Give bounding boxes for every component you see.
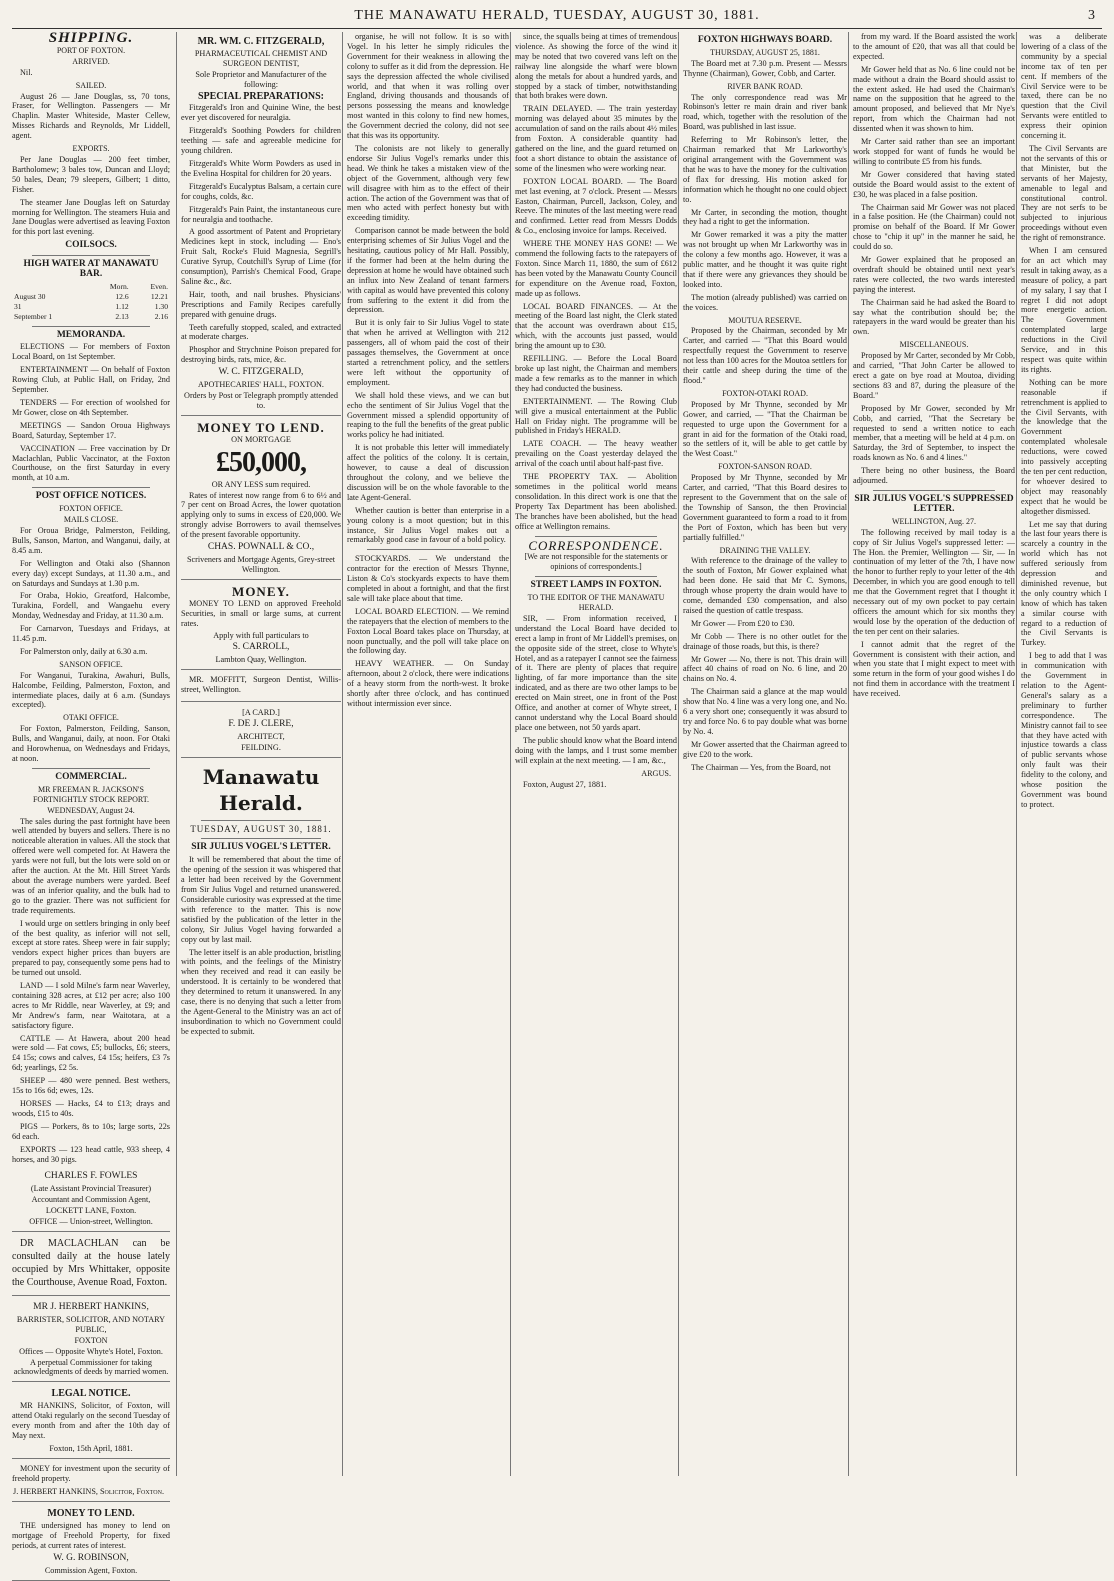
fitzgerald-advert bbox=[181, 32, 341, 416]
article-dateline: WELLINGTON, Aug. 27. bbox=[891, 516, 977, 526]
advert-item: Fitzgerald's White Worm Powders as used in the Evelina Hospital for children for 20 years. bbox=[181, 158, 341, 178]
commercial-paragraph: I would urge on settlers bringing in only beef of the best quality, as inferior will not sell, except at store rates. Sheep were in fair supply; vendors expect higher prices than buyers are prepared to pay, consequently some pens had to be turned out unsold. bbox=[12, 918, 170, 978]
advert-line: [A CARD.] bbox=[242, 707, 280, 717]
port-heading: PORT OF FOXTON. bbox=[56, 45, 126, 55]
report-paragraph: The Chairman — Yes, from the Board, not bbox=[691, 762, 831, 772]
masthead-rule bbox=[12, 28, 1102, 29]
advert-text: Rates of interest now range from 6 to 6½ and 7 per cent on Broad Acres, the lower quotation applying only to sums in excess of £20,000. We strongly advise Borrowers to avail themselves of the present favorable opportunity. bbox=[181, 490, 341, 540]
arrived-label: ARRIVED. bbox=[72, 56, 110, 66]
sanson-heading: SANSON OFFICE. bbox=[59, 659, 123, 669]
divider bbox=[32, 768, 150, 769]
advert-line: Offices — Opposite Whyte's Hotel, Foxton. bbox=[19, 1346, 163, 1356]
table-cell: 1.12 bbox=[115, 301, 129, 311]
advert-item: Fitzgerald's Eucalyptus Balsam, a certain cure for coughs, colds, &c. bbox=[181, 181, 341, 201]
advert-line: OFFICE — Union-street, Wellington. bbox=[29, 1217, 153, 1227]
advert-line: ARCHITECT, bbox=[237, 731, 285, 741]
report-title: MR FREEMAN R. JACKSON'S FORTNIGHTLY STOCK REPORT. bbox=[32, 784, 150, 804]
advert-item: Fitzgerald's Soothing Powders for children teething — safe and agreeable medicine for young children. bbox=[181, 126, 341, 156]
post-office-item: For Oroua Bridge, Palmerston, Feilding, Bulls, Sanson, Marton, and Wanganui, daily, at 8.45 a.m. bbox=[12, 525, 170, 555]
otaki-text: For Foxton, Palmerston, Feilding, Sanson, Bulls, and Wanganui, daily, at noon. For Otaki and Horowhenua, on Wednesdays and Fridays, at noon. bbox=[12, 724, 170, 763]
report-paragraph: Referring to Mr Robinson's letter, the Chairman remarked that Mr Larkworthy's original arrangement with the Government was that he was to have the money for the cultivation of flax for dressing. His motion asked for information which he thought no one could object to. bbox=[683, 135, 847, 204]
memoranda-item: ELECTIONS — For members of Foxton Local Board, on 1st September. bbox=[12, 342, 170, 362]
robinson-advert bbox=[12, 1504, 170, 1580]
divider bbox=[32, 326, 150, 327]
correspondence-note: [We are not responsible for the statements or opinions of correspondents.] bbox=[524, 552, 668, 572]
advert-line: BARRISTER, SOLICITOR, AND NOTARY PUBLIC, bbox=[16, 1314, 166, 1334]
arrived-text: Nil. bbox=[20, 67, 33, 77]
divider bbox=[32, 255, 150, 256]
table-row bbox=[12, 302, 170, 312]
report-paragraph: The motion (already published) was carried on the voices. bbox=[683, 292, 847, 312]
report-paragraph: Mr Carter, in seconding the motion, thought they had a right to get the information. bbox=[683, 207, 847, 227]
advert-text: Hair, tooth, and nail brushes. Physicians' Prescriptions and Family Recipes carefully prepared with genuine drugs. bbox=[181, 289, 341, 319]
shipping-heading: SHIPPING. bbox=[48, 30, 134, 46]
letter-heading: STREET LAMPS IN FOXTON. bbox=[530, 580, 662, 591]
section-subheading: DRAINING THE VALLEY. bbox=[719, 545, 811, 555]
local-news-item: WHERE THE MONEY HAS GONE! — We commend the following facts to the ratepayers of Foxton. Since March 11, 1880, the sum of £612 has been voted by the Manawatu County Council for expenditure on the Avenue road, Foxton, made up as follows. bbox=[515, 239, 677, 298]
table-cell: August 30 bbox=[14, 291, 46, 301]
advert-title: MONEY TO LEND. bbox=[197, 419, 325, 435]
report-paragraph: Proposed by Mr Gower, seconded by Mr Cobb, and carried, "That the Secretary be requested to send a written notice to each member, that a meeting will be held at 4 p.m. on Saturday, the 3rd of September, to inspect the roads known as No. 6 and 4 lines." bbox=[853, 403, 1015, 463]
section-subheading: RIVER BANK ROAD. bbox=[727, 81, 803, 91]
article-paragraph: Nothing can be more reasonable if retrenchment is applied to the Civil Servants, with the knowledge that the Government contemplated wholesale reductions, were cowed into passively accepting the ten per cent reduction, for whoever desired to object may reasonably expect that he would be altogether dismissed. bbox=[1021, 377, 1107, 516]
commercial-paragraph: CATTLE — At Hawera, about 200 head were sold — Fat cows, £5; bullocks, £6; steers, £4 15s; cows and calves, £4 15s; heifers, £3 7s 6d; yearlings, £2 5s. bbox=[12, 1033, 170, 1073]
report-paragraph: Mr Gower asserted that the Chairman agreed to give £20 to the work. bbox=[683, 739, 847, 759]
article-paragraph: The Civil Servants are not the servants of this or that Minister, but the servants of her Majesty, amenable to legal and constitutional control. They are not serfs to be subjected to injurious proceedings without even the right of remonstrance. bbox=[1021, 143, 1107, 243]
table-cell: 12.6 bbox=[115, 291, 129, 301]
highways-board-heading: FOXTON HIGHWAYS BOARD. bbox=[697, 35, 833, 45]
article-paragraph: organise, he will not follow. It is so with Vogel. In his letter he simply ridicules the Government for their weakness in allowing the colony to suffer as it did from the depression. He says the depression affected the whole civilised world, and that when it was rolling over England, driving thousands and thousands of persons possessing the means and knowledge most wanted in this colony to find new homes, the Government decried the colony, did not see that this was its opportunity. bbox=[347, 32, 509, 141]
local-news-item: THE PROPERTY TAX. — Abolition sometimes in the political world means consolidation. In this direct work is one that the Property Tax Department has been abolished. The branches have been abolished, but the head office at Wellington remains. bbox=[515, 472, 677, 531]
post-office-item: For Wellington and Otaki also (Shannon every day) except Sundays, at 11.30 a.m., and on Saturdays and Sundays at 1.30 p.m. bbox=[12, 558, 170, 588]
money-invest-advert bbox=[12, 1461, 170, 1503]
table-row bbox=[12, 282, 170, 292]
tides-table bbox=[12, 282, 170, 322]
report-paragraph: The Chairman said Mr Gower was not placed in a false position. He (the Chairman) could not promise on behalf of the Board. If Mr Gower chose to "chip it up" in the manner he said, he could do so. bbox=[853, 202, 1015, 252]
report-paragraph: from my ward. If the Board assisted the work to the amount of £20, that was all that could be expected. bbox=[853, 32, 1015, 61]
article-paragraph: The following received by mail today is a copy of Sir Julius Vogel's suppressed letter: — The Hon. the Premier, Wellington — Sir, — In continuation of my letter of the 7th, I have now the honor to further reply to your letter of the 4th December, in which you are good enough to tell me that the Government regret that I thought it necessary out of my own pocket to pay certain officers the amount which for six months they would lose by the operation of the deduction of the ten per cent on their salaries. bbox=[853, 527, 1015, 636]
article-heading: SIR JULIUS VOGEL'S SUPPRESSED LETTER. bbox=[854, 493, 1014, 514]
report-paragraph: Mr Gower remarked it was a pity the matter was not brought up when Mr Larkworthy was in the colony a few months ago. However, it was a public matter, and he thought it was quite right that if there were any grievances they should be looked into. bbox=[683, 230, 847, 289]
local-news-item: since, the squalls being at times of tremendous violence. As showing the force of the wind it may be noted that two covered vans left on the railway line alongside the wharf were blown along the metals for about a hundred yards, and stopped by a stack of timber, notwithstanding that both brakes were down. bbox=[515, 32, 677, 101]
report-paragraph: Mr Gower — No, there is not. This drain will affect 40 chains of road on No. 6 line, and 20 chains on No. 4. bbox=[683, 654, 847, 684]
article-paragraph: But it is only fair to Sir Julius Vogel to state that when he arrived at Wellington with 212 passengers, all of whom paid the cost of their passages themselves, the Government at once started a retrenchment policy, and the settlers were left without the opportunity of employment. bbox=[347, 318, 509, 387]
hankins-advert bbox=[12, 1298, 170, 1382]
correspondence-heading: CORRESPONDENCE. bbox=[528, 537, 664, 553]
advert-title: MR. WM. C. FITZGERALD, bbox=[197, 36, 325, 47]
advert-line: Commission Agent, Foxton. bbox=[44, 1566, 138, 1575]
legal-notice-advert bbox=[12, 1384, 170, 1458]
exports-text: Per Jane Douglas — 200 feet timber, Bartholomew; 3 bales tow, Duncan and Lloyd; 50 bales, Dean; 79 sleepers, Gilbert; 1 ditto, Fisher. bbox=[12, 154, 170, 194]
sailed-label: SAILED. bbox=[75, 80, 107, 90]
report-paragraph: Proposed by Mr Carter, seconded by Mr Cobb, and carried, "That John Carter be allowed to erect a gate on bye road at Moutoa, dividing sections 83 and 87, during the pleasure of the Board." bbox=[853, 351, 1015, 400]
carroll-advert bbox=[181, 582, 341, 670]
column-1 bbox=[12, 30, 170, 1575]
local-news-item: REFILLING. — Before the Local Board broke up last night, the Chairman and members made a few remarks as to the manner in which they had conducted the business. bbox=[515, 354, 677, 393]
advert-line: LOCKETT LANE, Foxton. bbox=[45, 1206, 137, 1216]
advert-subtitle: SPECIAL PREPARATIONS: bbox=[197, 90, 325, 102]
advert-line: Apply with full particulars to bbox=[213, 631, 309, 641]
table-cell: 2.16 bbox=[154, 311, 168, 321]
advert-line: (Late Assistant Provincial Treasurer) bbox=[30, 1184, 152, 1194]
commercial-paragraph: EXPORTS — 123 head cattle, 933 sheep, 4 horses, and 30 pigs. bbox=[12, 1144, 170, 1164]
article-paragraph: When I am censured for an act which may result in taking away, as a measure of policy, a part of my salary, I say that I regret I did not adopt more energetic action. The Government contemplated large reductions in the Civil Service, and in this respect was quite within its rights. bbox=[1021, 246, 1107, 374]
letter-paragraph: SIR, — From information received, I understand the Local Board have decided to erect a lamp in front of Mr Liddell's premises, on the opposite side of the street, close to Whyte's Hotel, and as a ratepayer I cannot see the fairness of it. There are plenty of places that require lighting, of far more importance than the site indicated, and as there are two other lamps to be erected on Main street, one in front of the Post Office, and another at corner of Whyte street, I cannot understand why the Local Board should place one between, not 50 yards apart. bbox=[515, 613, 677, 732]
report-paragraph: Proposed by Mr Thynne, seconded by Mr Gower, and carried, — "That the Chairman be requested to urge upon the Government for a grant in aid for the formation of the Otaki road, so the settlers of it, will be able to get cattle by the West Coast." bbox=[683, 399, 847, 459]
advert-line: PHARMACEUTICAL CHEMIST AND SURGEON DENTIST, bbox=[194, 48, 328, 68]
section-subheading: MOUTUA RESERVE. bbox=[728, 315, 802, 325]
article-paragraph: Let me say that during the last four years there is scarcely a country in the world which has not suffered seriously from depression and diminished revenue, but the only country which I know of which has taken a similar course with regard to a reduction of the Civil Servants is Turkey. bbox=[1021, 519, 1107, 648]
advert-line: Accountant and Commission Agent, bbox=[31, 1195, 151, 1205]
article-paragraph: I cannot admit that the regret of the Government is consistent with their action, and when you state that I might expect to meet with some return in the form of your good wishes I do not find them in accordance with the treatment I have received. bbox=[853, 639, 1015, 699]
table-cell: Even. bbox=[150, 281, 168, 291]
advert-signature: W. G. ROBINSON, bbox=[53, 1553, 129, 1564]
issue-date: TUESDAY, AUGUST 30, 1881. bbox=[190, 823, 332, 834]
loan-amount: £50,000, bbox=[216, 446, 306, 478]
post-office-item: For Palmerston only, daily at 6.30 a.m. bbox=[20, 646, 148, 656]
advert-name: MR J. HERBERT HANKINS, bbox=[33, 1301, 149, 1312]
advert-line: Lambton Quay, Wellington. bbox=[215, 655, 307, 665]
advert-text: MONEY TO LEND on approved Freehold Securities, in small or large sums, at current rates. bbox=[181, 598, 341, 628]
newspaper-flag: Manawatu Herald. bbox=[202, 764, 320, 815]
column-2 bbox=[176, 32, 341, 1476]
report-dateline: WEDNESDAY, August 24. bbox=[47, 805, 135, 815]
advert-title: MONEY TO LEND. bbox=[47, 1508, 135, 1520]
divider bbox=[367, 549, 489, 550]
divider bbox=[201, 838, 321, 839]
post-office-heading: POST OFFICE NOTICES. bbox=[35, 491, 147, 502]
local-news-item: LATE COACH. — The heavy weather prevailing on the Coast yesterday delayed the arrival of the coach until about half-past five. bbox=[515, 439, 677, 469]
memoranda-item: VACCINATION — Free vaccination by Dr Maclachlan, Public Vaccinator, at the Foxton Courthouse, on the first Saturday in every month, at 10 a.m. bbox=[12, 443, 170, 483]
advert-text: Phosphor and Strychnine Poison prepared for destroying birds, rats, mice, &c. bbox=[181, 345, 341, 365]
commercial-paragraph: LAND — I sold Milne's farm near Waverley, containing 328 acres, at £12 per acre; also 100 acres to Mr Riddle, near Waverley, at £9; and Mr Andrew's farm, near Waitotara, at a satisfactory figure. bbox=[12, 981, 170, 1030]
table-cell: 1.30 bbox=[154, 301, 168, 311]
fowles-advert bbox=[12, 1167, 170, 1232]
divider bbox=[873, 490, 995, 491]
report-paragraph: Mr Gower held that as No. 6 line could not be made without a drain the Board should assist to the extent asked. He had used the Chairman's name on the supposition that he agreed to the amount proposed, and believed that Mr Nye's report, from which the Chairman had not dissented when it was shown to him. bbox=[853, 64, 1015, 134]
column-4 bbox=[510, 32, 677, 1476]
article-paragraph: was a deliberate lowering of a class of the community by a special income tax of ten per cent. If members of the Civil Service were to be taxed, there can be no question that the Civil Servants were entitled to express their opinion concerning it. bbox=[1021, 32, 1107, 141]
local-news-item: LOCAL BOARD FINANCES. — At the meeting of the Board last night, the Clerk stated that the account was overdrawn about £15, which, with the accounts just passed, would bring the amount up to £30. bbox=[515, 301, 677, 351]
advert-signature: J. HERBERT HANKINS, Solicitor, Foxton. bbox=[13, 1486, 164, 1496]
column-7 bbox=[1016, 32, 1107, 1476]
section-subheading: MISCELLANEOUS. bbox=[899, 340, 969, 350]
column-3 bbox=[342, 32, 509, 1476]
local-news-item: ENTERTAINMENT. — The Rowing Club will give a musical entertainment at the Public Hall on Friday night. The programme will be published in Friday's HERALD. bbox=[515, 396, 677, 436]
table-cell: 12.21 bbox=[150, 291, 168, 301]
advert-item: Fitzgerald's Pain Paint, the instantaneous cure for neuralgia and toothache. bbox=[181, 204, 341, 224]
letter-to: TO THE EDITOR OF THE MANAWATU HERALD. bbox=[527, 593, 665, 613]
divider bbox=[535, 536, 657, 537]
advert-text: MONEY for investment upon the security of freehold property. bbox=[12, 1463, 170, 1483]
report-paragraph: The Chairman said he had asked the Board to say what the contribution should be; the ratepayers in the ward would be greater than his own. bbox=[853, 297, 1015, 337]
mails-close-label: MAILS CLOSE. bbox=[63, 515, 119, 525]
page-number: 3 bbox=[1088, 8, 1096, 23]
tides-heading: HIGH WATER AT MANAWATU BAR. bbox=[23, 259, 159, 280]
commercial-paragraph: The sales during the past fortnight have been well attended by buyers and sellers. There is no noticeable alteration in values. All the stock that offered were well competed for. At Hawera the yards were not full, but the lots were sold on or after the auction. At the Mt. Hill Street Yards about the average numbers were yarded. Beef was of an inferior quality, and the bulk had to go to the grazier. There was not sufficient for trade requirements. bbox=[12, 816, 170, 915]
maclachlan-advert bbox=[12, 1234, 170, 1296]
column-5 bbox=[678, 32, 847, 1476]
advert-item: Fitzgerald's Iron and Quinine Wine, the best ever yet discovered for neuralgia. bbox=[181, 103, 341, 123]
advert-text: MR. MOFFITT, Surgeon Dentist, Willis-street, Wellington. bbox=[181, 675, 341, 695]
section-subheading: FOXTON-SANSON ROAD. bbox=[718, 462, 812, 472]
article-paragraph: The letter itself is an able production, bristling with points, and the feelings of the Ministry when they received and read it can easily be understood. It is certainly to be wondered that they determined to return it unanswered. In any case, there is no denying that such a letter from the Agent-General to the Ministry was an act of insubordination to which no Government could be expected to submit. bbox=[181, 947, 341, 1036]
advert-line: ON MORTGAGE bbox=[231, 434, 291, 444]
divider bbox=[32, 487, 150, 488]
post-office-subheading: FOXTON OFFICE. bbox=[59, 504, 123, 514]
advert-line: A perpetual Commissioner for taking acknowledgments of deeds by married women. bbox=[13, 1357, 169, 1377]
table-cell: 2.13 bbox=[115, 311, 129, 321]
table-cell: Morn. bbox=[109, 281, 129, 291]
advert-text: Teeth carefully stopped, scaled, and extracted at moderate charges. bbox=[181, 322, 341, 342]
report-paragraph: Mr Gower explained that he proposed an overdraft should be obtained until next year's rates were collected, the two wards interested paying the interest. bbox=[853, 255, 1015, 294]
advert-line: FOXTON bbox=[74, 1335, 108, 1345]
commercial-paragraph: PIGS — Porkers, 8s to 10s; large sorts, 22s 6d each. bbox=[12, 1121, 170, 1141]
advert-line: Foxton, 15th April, 1881. bbox=[49, 1443, 133, 1453]
clere-advert bbox=[181, 704, 341, 758]
shipping-notice: The steamer Jane Douglas left on Saturday morning for Wellington. The steamers Huia and Jane Douglas were advertised as leaving Foxton for this port last evening. bbox=[12, 197, 170, 237]
table-row bbox=[12, 292, 170, 302]
article-paragraph: The colonists are not likely to generally endorse Sir Julius Vogel's remarks under this head. We think he takes a mistaken view of the object of the Government, although very few will disagree with him as to the effect of their action. The action of the Government was that of men who acted with perfect honesty but with exceeding timidity. bbox=[347, 143, 509, 223]
report-dateline: THURSDAY, AUGUST 25, 1881. bbox=[710, 47, 820, 57]
letter-date: Foxton, August 27, 1881. bbox=[523, 780, 607, 790]
report-paragraph: The only correspondence read was Mr Robinson's letter re main drain and river bank road, which, together with the resolution of the Board, was published in last issue. bbox=[683, 92, 847, 132]
report-paragraph: The Chairman said a glance at the map would show that No. 4 line was a very long one, and No. 6 a very short one; consequently it was absurd to try and force No. 6 to pay double what was borne by No. 4. bbox=[683, 687, 847, 736]
commercial-paragraph: SHEEP — 480 were penned. Best wethers, 15s to 16s 6d; ewes, 12s. bbox=[12, 1076, 170, 1096]
local-news-item: FOXTON LOCAL BOARD. — The Board met last evening, at 7 o'clock. Present — Messrs Easton, Chairman, Purcell, Jackson, Coley, and Reeve. The minutes of the last meeting were read and confirmed. Letter read from Messrs Dodds & Co., enclosing invoice for lamps. Received. bbox=[515, 176, 677, 236]
advert-signature: W. C. FITZGERALD, bbox=[218, 367, 304, 378]
memoranda-item: ENTERTAINMENT — On behalf of Foxton Rowing Club, at Public Hall, on Friday, 2nd September. bbox=[12, 365, 170, 395]
advert-title: LEGAL NOTICE. bbox=[51, 1388, 131, 1400]
report-paragraph: With reference to the drainage of the valley to the south of Foxton, Mr Gower explained what had been done. He said that Mr C. Symons, through whose property the drain would have to come, demanded £30 compensation, and also raised the question of cattle trespass. bbox=[683, 556, 847, 615]
section-subheading: FOXTON-OTAKI ROAD. bbox=[722, 388, 808, 398]
advert-text: DR MACLACHLAN can be consulted daily at the house lately occupied by Mrs Whittaker, opposite the Courthouse, Avenue Road, Foxton. bbox=[12, 1237, 170, 1288]
column-6 bbox=[848, 32, 1015, 1476]
divider bbox=[535, 576, 657, 577]
pownall-advert bbox=[181, 418, 341, 580]
report-paragraph: Mr Carter said rather than see an important work stopped for want of funds he would be willing to contribute £5 from his funds. bbox=[853, 137, 1015, 166]
table-row bbox=[12, 312, 170, 322]
advert-signature: CHAS. POWNALL & CO., bbox=[207, 542, 315, 553]
table-cell: September 1 bbox=[14, 311, 53, 321]
article-heading: SIR JULIUS VOGEL'S LETTER. bbox=[191, 842, 331, 853]
letter-signature: ARGUS. bbox=[641, 768, 671, 778]
report-paragraph: There being no other business, the Board adjourned. bbox=[853, 466, 1015, 486]
letter-paragraph: The public should know what the Board intend doing with the lamps, and I trust some member will explain at the next meeting. — I am, &c., bbox=[515, 735, 677, 765]
otaki-heading: OTAKI OFFICE. bbox=[63, 713, 119, 723]
advert-line: Sole Proprietor and Manufacturer of the following: bbox=[195, 69, 327, 89]
article-paragraph: It will be remembered that about the time of the opening of the session it was whispered that a letter had been received by the Government from Sir Julius Vogel and returned unanswered. Considerable curiosity was expressed at the time with reference to the matter. This is now satisfied by the publication of the letter in the colony, Sir Julius Vogel having forwarded a copy out by last mail. bbox=[181, 855, 341, 944]
article-paragraph: Comparison cannot be made between the bold enterprising schemes of Sir Julius Vogel and the hesitating, cautious policy of Mr Hall. Possibly, if the former had been at the helm during the depression at home he would have obtained such an influx into New Zealand of tenant farmers with capital as would have prevented this colony from suffering to the extent it did from the depression. bbox=[347, 226, 509, 315]
masthead-title: THE MANAWATU HERALD, TUESDAY, AUGUST 30, 1881. bbox=[354, 8, 760, 23]
report-paragraph: Proposed by the Chairman, seconded by Mr Carter, and carried — "That this Board would respectfully request the Government to reserve not less than 100 acres for the Moutoa settlers for their cattle and sheep during the time of the flood." bbox=[683, 326, 847, 385]
table-cell: 31 bbox=[14, 301, 22, 311]
exports-label: EXPORTS. bbox=[72, 144, 110, 154]
coilsocs: COILSOCS. bbox=[65, 240, 117, 251]
post-office-item: For Oraba, Hokio, Greatford, Halcombe, Turakina, Fordell, and Wangaehu every Monday, Wednesday and Friday, at 11.30 a.m. bbox=[12, 591, 170, 621]
moffitt-advert bbox=[181, 672, 341, 702]
advert-title: MONEY. bbox=[232, 583, 290, 599]
local-news-item: HEAVY WEATHER. — On Sunday afternoon, about 2 o'clock, there were indications of a heavy storm from the north-west. It broke shortly after three o'clock, and has continued without intermission ever since. bbox=[347, 659, 509, 708]
advert-text: MR HANKINS, Solicitor, of Foxton, will attend Otaki regularly on the second Tuesday of every month from and after the 10th day of May next. bbox=[12, 1401, 170, 1440]
memoranda-item: MEETINGS — Sandon Oroua Highways Board, Saturday, September 17. bbox=[12, 420, 170, 440]
table-cell bbox=[12, 282, 89, 292]
advert-text: THE undersigned has money to lend on mortgage of Freehold Property, for fixed periods, at current rates of interest. bbox=[12, 1521, 170, 1551]
advert-line: FEILDING. bbox=[241, 742, 281, 752]
article-paragraph: I beg to add that I was in communication with the Government in relation to the Agent-General's salary as a preliminary to further correspondence. The Ministry cannot fail to see that they have acted with injustice towards a class of public servants whose only fault was their fidelity to the colony, and whose position the Government was bound to protect. bbox=[1021, 651, 1107, 809]
memoranda-item: TENDERS — For erection of woolshed for Mr Gower, close on 4th September. bbox=[12, 398, 170, 417]
advert-text: A good assortment of Patent and Proprietary Medicines kept in stock, including — Eno's Fruit Salt, Rocke's Fluid Magnesia, Segrill's Curative Syrup, Coutchill's Syrup of Lime (for consumption), Parrish's Chemical Food, Grape Saline &c., &c. bbox=[181, 227, 341, 286]
report-paragraph: The Board met at 7.30 p.m. Present — Messrs Thynne (Chairman), Gower, Cobb, and Carter. bbox=[683, 58, 847, 78]
report-paragraph: Proposed by Mr Thynne, seconded by Mr Carter, and carried, "That this Board desires to represent to the Government that on the sale of the Township of Sanson, the then Provincial Government guaranteed to form a road to it from the Port of Foxton, which has been but very partially fulfilled." bbox=[683, 473, 847, 542]
article-paragraph: Whether caution is better than enterprise in a young colony is a moot question; but in this instance, Sir Julius Vogel makes out a remarkably good case in favour of a bold policy. bbox=[347, 505, 509, 545]
local-news-item: STOCKYARDS. — We understand the contractor for the erection of Messrs Thynne, Liston & Co's stockyards expects to have them completed in about a fortnight, and that the first sale will take place about that time. bbox=[347, 554, 509, 603]
advert-line: APOTHECARIES' HALL, FOXTON. bbox=[198, 380, 324, 390]
sanson-text: For Wanganui, Turakina, Awahuri, Bulls, Halcombe, Feilding, Palmerston, Foxton, and intermediate places, daily at 6 a.m. (Sundays excepted). bbox=[12, 670, 170, 710]
advert-line: OR ANY LESS sum required. bbox=[211, 479, 311, 489]
commercial-paragraph: HORSES — Hacks, £4 to £13; drays and woods, £15 to 40s. bbox=[12, 1099, 170, 1118]
masthead bbox=[0, 8, 1114, 26]
advert-signature: S. CARROLL, bbox=[232, 642, 290, 653]
commercial-heading: COMMERCIAL. bbox=[55, 771, 127, 782]
local-news-item: LOCAL BOARD ELECTION. — We remind the ratepayers that the election of members to the Foxton Local Board takes place on Thursday, at noon punctually, and the poll will take place on the following day. bbox=[347, 606, 509, 656]
divider bbox=[201, 820, 321, 821]
advert-line: Scriveners and Mortgage Agents, Grey-street Wellington. bbox=[186, 554, 335, 574]
memoranda-heading: MEMORANDA. bbox=[56, 329, 126, 340]
advert-name: CHARLES F. FOWLES bbox=[44, 1171, 138, 1182]
local-news-item: TRAIN DELAYED. — The train yesterday morning was delayed about 35 minutes by the accumulation of sand on the rails about 4½ miles from Foxton. A considerable quantity had gathered on the line, and the guard returned on foot a short distance to obtain the assistance of some of the linesmen who were working near. bbox=[515, 104, 677, 173]
report-paragraph: Mr Cobb — There is no other outlet for the drainage of those roads, but this, is there? bbox=[683, 631, 847, 651]
sailed-text: August 26 — Jane Douglas, ss, 70 tons, Fraser, for Wellington. Passengers — Mr Chaplin. Master Whiteside, Master Cellew, Misses Richards and Reynolds, Mr Liddell, agent. bbox=[12, 91, 170, 141]
advert-name: F. DE J. CLERE, bbox=[228, 718, 294, 729]
advert-line: Orders by Post or Telegraph promptly attended to. bbox=[184, 391, 338, 410]
article-paragraph: We shall hold these views, and we can but echo the sentiment of Sir Julius Vogel that the Government missed a splendid opportunity of reaping to the full the benefits of the great public works policy he had initiated. bbox=[347, 390, 509, 440]
post-office-item: For Carnarvon, Tuesdays and Fridays, at 11.45 p.m. bbox=[12, 624, 170, 644]
report-paragraph: Mr Gower considered that having stated outside the Board would assist to the extent of £30, he was placed in a false position. bbox=[853, 169, 1015, 199]
report-paragraph: Mr Gower — From £20 to £30. bbox=[691, 618, 795, 628]
article-paragraph: It is not probable this letter will immediately affect the politics of the colony. It is certain, however, to cause a deal of discussion throughout the colony, and we believe the discussion will be on the whole favorable to the late Agent-General. bbox=[347, 443, 509, 502]
